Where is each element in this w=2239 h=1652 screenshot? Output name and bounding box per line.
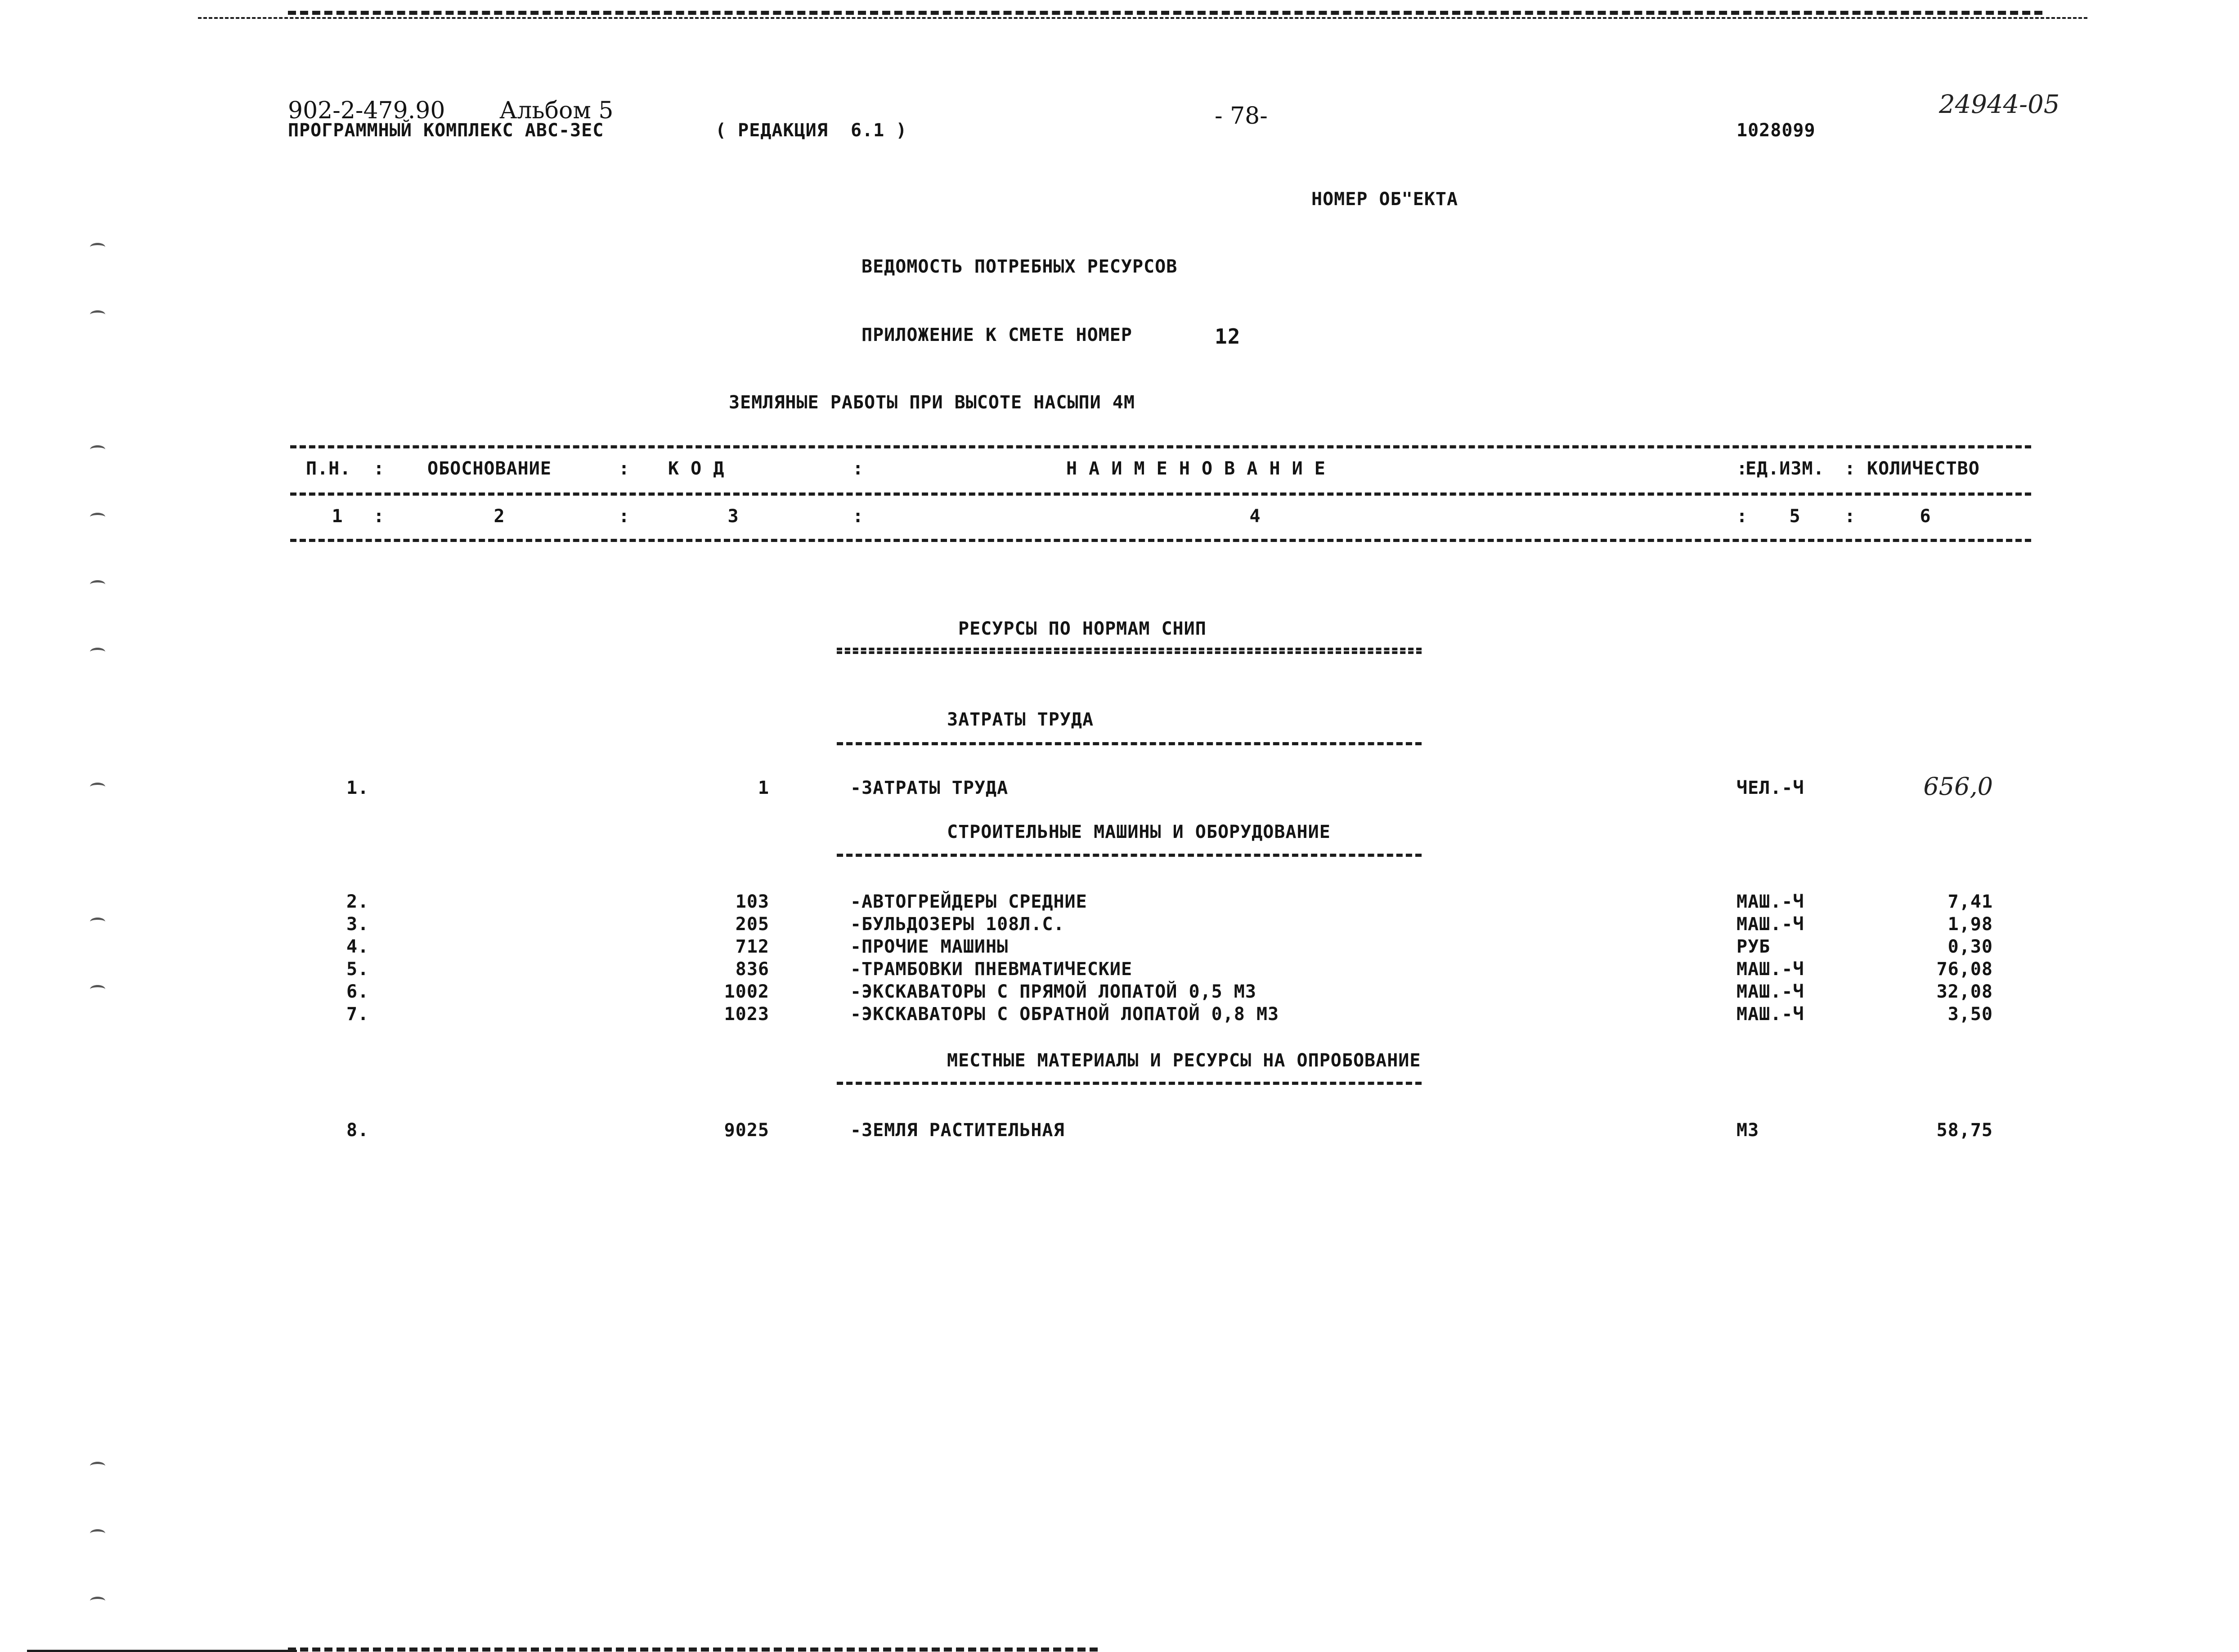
row-name: -ПРОЧИЕ МАШИНЫ [850,936,1009,957]
row-code: 712 [735,936,769,957]
row-unit: МАШ.-Ч [1736,1004,1804,1025]
row-name: -ТРАМБОВКИ ПНЕВМАТИЧЕСКИЕ [850,959,1133,980]
row-unit: МАШ.-Ч [1736,914,1804,935]
edition-label: ( РЕДАКЦИЯ 6.1 ) [715,120,907,141]
row-name: -ЗЕМЛЯ РАСТИТЕЛЬНАЯ [850,1120,1065,1141]
col-header-pn: П.Н. [306,458,351,479]
bottom-edge-dashes [288,1648,1098,1652]
doc-number: 1028099 [1736,120,1816,141]
row-code: 103 [735,891,769,912]
page-number: - 78- [1215,103,1268,130]
estimate-subtitle: ПРИЛОЖЕНИЕ К СМЕТЕ НОМЕР [861,325,1132,345]
row-unit: ЧЕЛ.-Ч [1736,778,1804,798]
col-header-code: К О Д [668,458,725,479]
col-number-6: 6 [1920,506,1931,527]
resources-heading-underline [837,648,1422,654]
binder-mark [90,513,105,521]
row-qty: 32,08 [1936,981,1993,1002]
col-header-basis: ОБОСНОВАНИЕ [427,458,552,479]
col-header-name: Н А И М Е Н О В А Н И Е [1066,458,1326,479]
row-name: -АВТОГРЕЙДЕРЫ СРЕДНИЕ [850,891,1087,912]
group-title-machines: СТРОИТЕЛЬНЫЕ МАШИНЫ И ОБОРУДОВАНИЕ [947,822,1331,842]
col-header-qty: КОЛИЧЕСТВО [1867,458,1980,479]
row-code: 1023 [724,1004,769,1025]
binder-mark [90,445,105,454]
inventory-stamp: 24944-05 [1939,90,2060,119]
group-underline [837,742,1422,745]
row-pn: 2. [346,891,369,912]
row-code: 9025 [724,1120,769,1141]
row-code: 836 [735,959,769,980]
row-qty: 76,08 [1936,959,1993,980]
col-sep: : [619,506,630,527]
col-sep: : [373,458,385,479]
binder-mark [90,1462,105,1470]
binder-mark [90,1529,105,1538]
group-title-labor: ЗАТРАТЫ ТРУДА [947,709,1094,730]
col-sep: : [853,506,864,527]
table-rule-mid [290,492,2031,496]
album-label: Альбом 5 [499,97,614,124]
row-name: -ЭКСКАВАТОРЫ С ОБРАТНОЙ ЛОПАТОЙ 0,8 М3 [850,1004,1279,1025]
col-sep: : [853,458,864,479]
col-header-unit: ЕД.ИЗМ. [1745,458,1825,479]
binder-mark [90,1597,105,1605]
table-rule-bottom [290,539,2031,542]
row-unit: МАШ.-Ч [1736,959,1804,980]
col-sep: : [619,458,630,479]
document-title: ВЕДОМОСТЬ ПОТРЕБНЫХ РЕСУРСОВ [861,256,1178,277]
binder-mark [90,310,105,319]
binder-mark [90,648,105,656]
col-number-4: 4 [1249,506,1261,527]
resources-heading: РЕСУРСЫ ПО НОРМАМ СНИП [958,618,1207,639]
row-name: -ЗАТРАТЫ ТРУДА [850,778,1009,798]
row-code: 205 [735,914,769,935]
row-pn: 7. [346,1004,369,1025]
binder-mark [90,243,105,251]
binder-mark [90,783,105,791]
table-rule-top [290,445,2031,448]
row-unit: МАШ.-Ч [1736,891,1804,912]
doc-code: 902-2-479.90 [288,97,445,124]
row-pn: 1. [346,778,369,798]
bottom-edge-line [27,1650,297,1652]
top-edge-line-2 [198,17,2087,19]
program-name: ПРОГРАММНЫЙ КОМПЛЕКС АВС-3ЕС [288,120,604,141]
binder-mark [90,918,105,926]
row-pn: 4. [346,936,369,957]
row-unit: М3 [1736,1120,1759,1141]
top-edge-line [288,11,2042,15]
row-pn: 8. [346,1120,369,1141]
row-qty-handwritten: 656,0 [1923,772,1993,801]
row-qty: 1,98 [1947,914,1993,935]
row-unit: РУБ [1736,936,1771,957]
section-title: ЗЕМЛЯНЫЕ РАБОТЫ ПРИ ВЫСОТЕ НАСЫПИ 4М [729,392,1135,413]
group-underline [837,854,1422,857]
col-sep: : [373,506,385,527]
col-number-3: 3 [727,506,739,527]
group-underline [837,1082,1422,1085]
row-unit: МАШ.-Ч [1736,981,1804,1002]
col-sep: : [1736,458,1748,479]
row-pn: 5. [346,959,369,980]
col-sep: : [1844,458,1856,479]
row-qty: 0,30 [1947,936,1993,957]
col-sep: : [1844,506,1856,527]
binder-mark [90,580,105,589]
row-code: 1 [758,778,769,798]
object-number-label: НОМЕР ОБ"ЕКТА [1311,189,1458,210]
estimate-number: 12 [1215,324,1241,349]
row-name: -ЭКСКАВАТОРЫ С ПРЯМОЙ ЛОПАТОЙ 0,5 М3 [850,981,1256,1002]
row-pn: 6. [346,981,369,1002]
col-number-1: 1 [332,506,343,527]
row-qty: 3,50 [1947,1004,1993,1025]
row-pn: 3. [346,914,369,935]
row-code: 1002 [724,981,769,1002]
col-sep: : [1736,506,1748,527]
row-qty: 58,75 [1936,1120,1993,1141]
group-title-local-materials: МЕСТНЫЕ МАТЕРИАЛЫ И РЕСУРСЫ НА ОПРОБОВАНИЕ [947,1050,1421,1071]
row-name: -БУЛЬДОЗЕРЫ 108Л.С. [850,914,1065,935]
binder-mark [90,985,105,994]
row-qty: 7,41 [1947,891,1993,912]
col-number-2: 2 [494,506,505,527]
col-number-5: 5 [1789,506,1801,527]
